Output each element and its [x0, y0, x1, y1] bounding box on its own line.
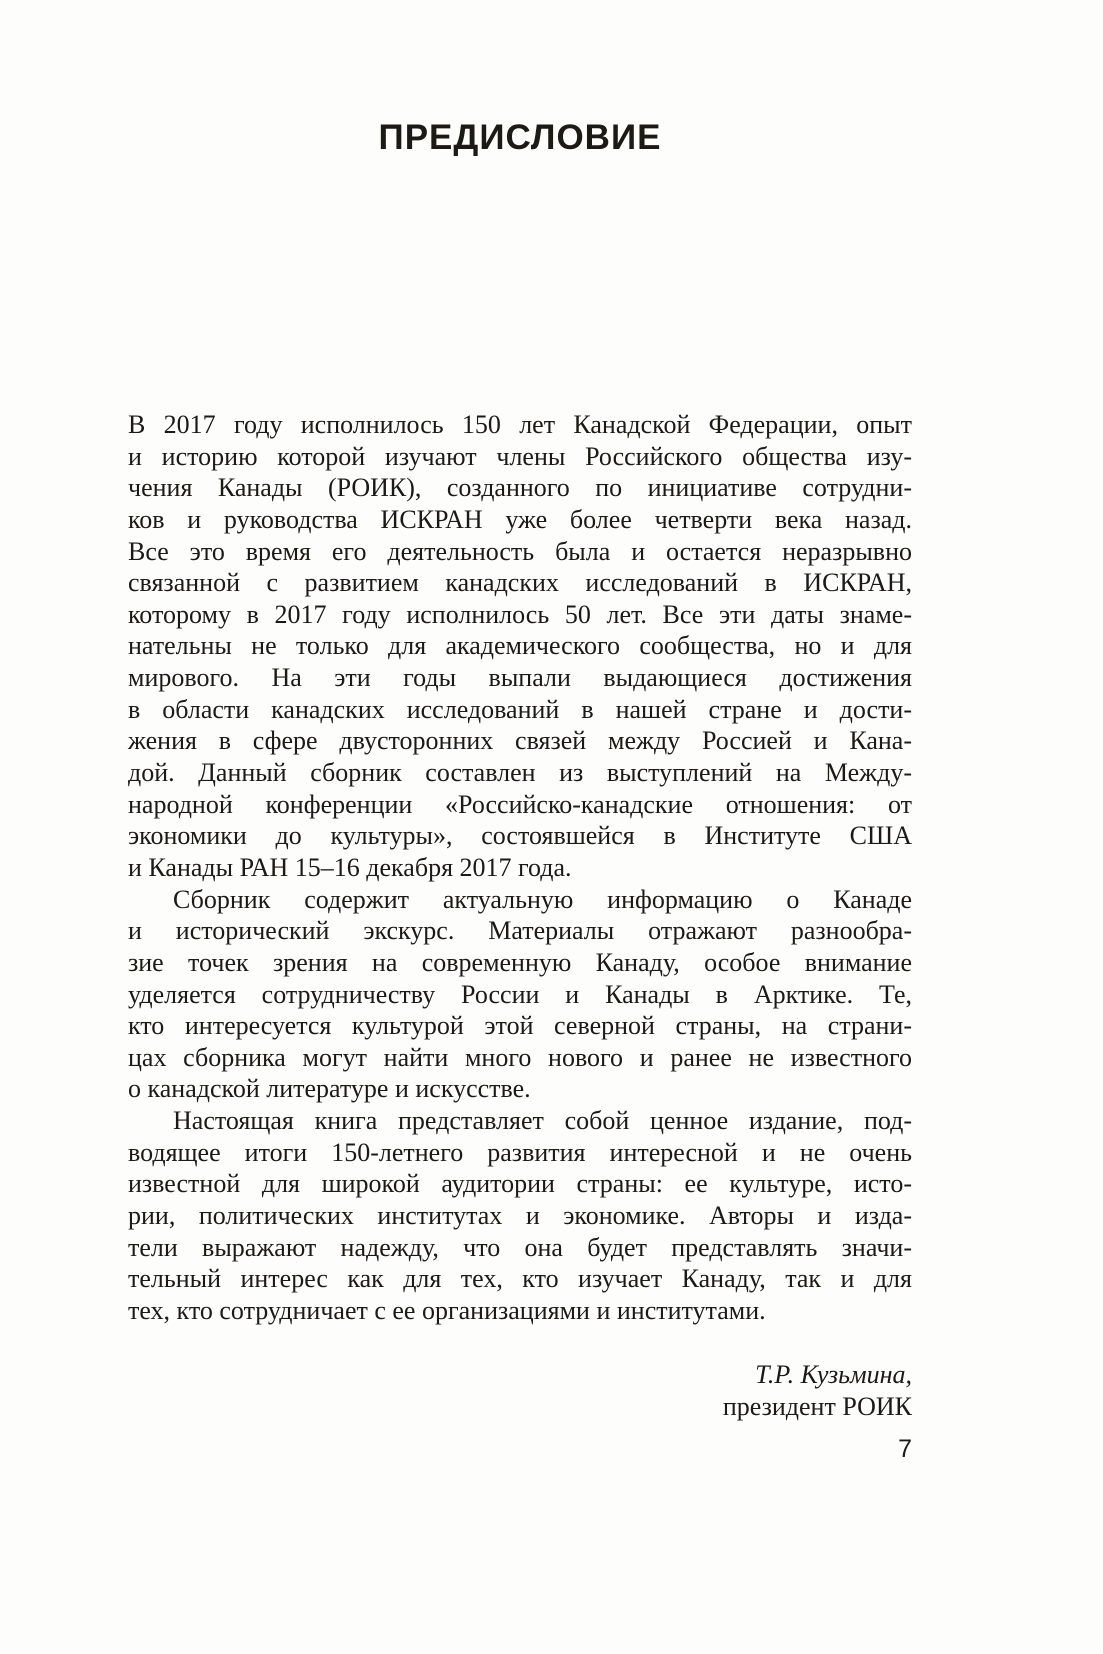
text-line: известной для широкой аудитории страны: ее культуре, исто-	[128, 1169, 912, 1199]
text-line: водящее итоги 150-летнего развития интересной и не очень	[128, 1137, 912, 1167]
text-line: кто интересуется культурой этой северной страны, на страни-	[128, 1011, 912, 1041]
text-line: нательны не только для академического сообщества, но и для	[128, 631, 912, 661]
text-line: Настоящая книга представляет собой ценное издание, под-	[173, 1106, 912, 1136]
text-line: В 2017 году исполнилось 150 лет Канадской Федерации, опыт	[128, 410, 912, 439]
text-line: о канадской литературе и искусстве.	[128, 1074, 531, 1104]
text-line: тели выражают надежду, что она будет представлять значи-	[128, 1232, 912, 1262]
text-line: в области канадских исследований в нашей стране и дости-	[128, 694, 912, 724]
text-line: мирового. На эти годы выпали выдающиеся достижения	[128, 663, 912, 693]
signature-name: Т.Р. Кузьмина,	[755, 1360, 912, 1389]
text-line: уделяется сотрудничеству России и Канады в Арктике. Те,	[128, 979, 912, 1009]
text-line: Сборник содержит актуальную информацию о Канаде	[173, 884, 912, 914]
text-line: и исторический экскурс. Материалы отражают разнообра-	[128, 916, 912, 946]
preface-body	[128, 409, 912, 1327]
text-line: ков и руководства ИСКРАН уже более четверти века назад.	[128, 504, 912, 534]
text-line: экономики до культуры», состоявшейся в Институте США	[128, 821, 912, 851]
text-line: рии, политических институтах и экономике. Авторы и изда-	[128, 1201, 912, 1231]
text-line: которому в 2017 году исполнилось 50 лет. Все эти даты знаме-	[128, 599, 912, 629]
text-line: зие точек зрения на современную Канаду, особое внимание	[128, 947, 912, 977]
text-line: народной конференции «Российско-канадские отношения: от	[128, 789, 912, 819]
text-line: Все это время его деятельность была и остается неразрывно	[128, 536, 912, 566]
text-line: и историю которой изучают члены Российского общества изу-	[128, 441, 912, 471]
page-number: 7	[898, 1435, 912, 1463]
text-line: тех, кто сотрудничает с ее организациями и институтами.	[128, 1295, 766, 1325]
text-line: жения в сфере двусторонних связей между Россией и Кана-	[128, 726, 912, 756]
text-line: связанной с развитием канадских исследований в ИСКРАН,	[128, 568, 912, 598]
text-line: и Канады РАН 15–16 декабря 2017 года.	[128, 852, 572, 882]
text-line: дой. Данный сборник составлен из выступлений на Между-	[128, 758, 912, 788]
page-title: ПРЕДИСЛОВИЕ	[378, 118, 662, 157]
signature-role: президент РОИК	[722, 1392, 912, 1421]
text-line: цах сборника могут найти много нового и ранее не известного	[128, 1042, 912, 1072]
text-line: чения Канады (РОИК), созданного по инициативе сотрудни-	[128, 473, 912, 503]
text-line: тельный интерес как для тех, кто изучает Канаду, так и для	[128, 1264, 912, 1294]
